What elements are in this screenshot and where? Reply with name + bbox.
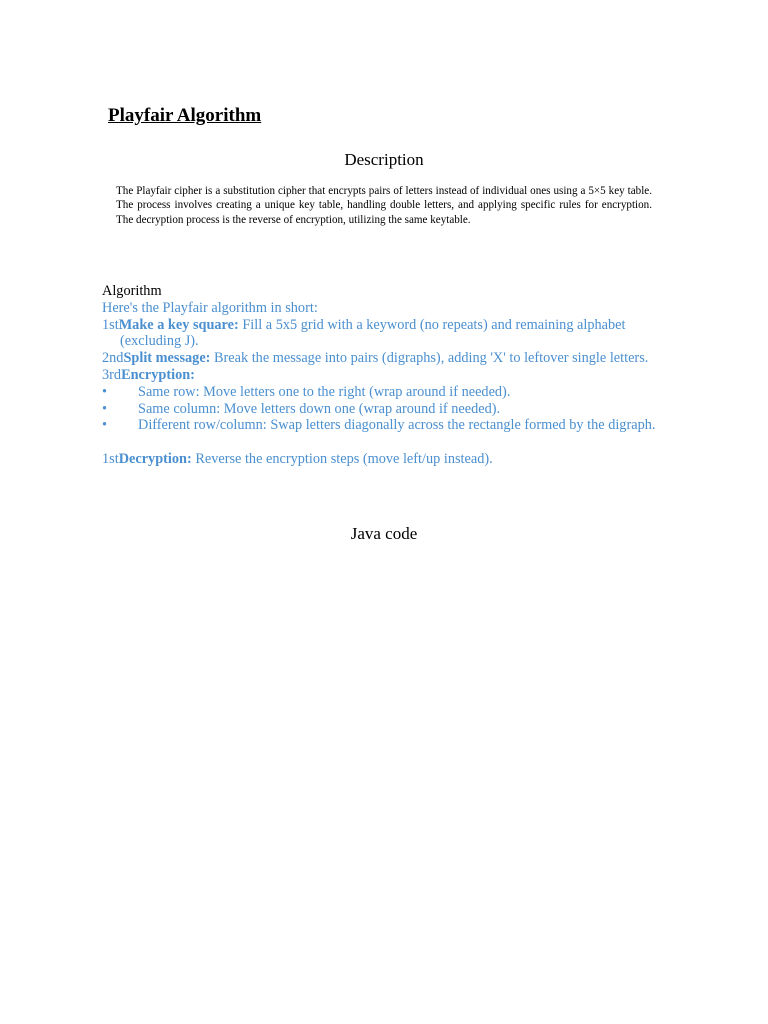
step-text: Break the message into pairs (digraphs), adding 'X' to leftover single letters. xyxy=(210,350,649,367)
list-item xyxy=(102,417,672,434)
algorithm-intro: Here's the Playfair algorithm in short: xyxy=(102,299,318,316)
rule-text: Same row: Move letters one to the right (wrap around if needed). xyxy=(138,383,511,400)
step-decryption xyxy=(102,451,672,468)
step-ordinal: 2nd xyxy=(102,350,124,367)
description-paragraph: The Playfair cipher is a substitution cipher that encrypts pairs of letters instead of individual ones using a 5×5 key table. The process involves creating a unique key table, handling double letters, and applying specific rules for encryption. The decryption process is the reverse of encryption, utilizing the same keytable. xyxy=(116,185,652,226)
description-heading: Description xyxy=(344,150,424,169)
spacer xyxy=(102,434,672,451)
step-encryption xyxy=(102,367,672,384)
algorithm-heading: Algorithm xyxy=(102,283,162,299)
bullet-icon: • xyxy=(102,383,108,400)
encryption-rules-list xyxy=(102,384,672,434)
rule-text: Same column: Move letters down one (wrap around if needed). xyxy=(138,400,501,417)
java-code-heading: Java code xyxy=(350,524,418,543)
rule-text: Different row/column: Swap letters diagonally across the rectangle formed by the digraph. xyxy=(138,417,656,434)
step-ordinal: 1st xyxy=(102,451,119,468)
step-ordinal: 3rd xyxy=(102,366,122,383)
step-ordinal: 1st xyxy=(102,316,119,333)
algorithm-section xyxy=(102,283,672,468)
document-title: Playfair Algorithm xyxy=(108,105,262,126)
bullet-icon: • xyxy=(102,400,108,417)
step-key-square xyxy=(102,317,672,351)
step-text: Reverse the encryption steps (move left/up instead). xyxy=(191,451,493,468)
step-label: Encryption: xyxy=(121,366,195,383)
step-label: Make a key square: xyxy=(118,316,239,333)
list-item xyxy=(102,384,672,401)
bullet-icon: • xyxy=(102,417,108,434)
list-item xyxy=(102,401,672,418)
step-text: Fill a 5x5 grid with a keyword (no repeats) and remaining alphabet (excluding J). xyxy=(120,316,626,350)
step-label: Decryption: xyxy=(118,451,192,468)
step-split-message xyxy=(102,350,672,367)
step-label: Split message: xyxy=(123,350,211,367)
